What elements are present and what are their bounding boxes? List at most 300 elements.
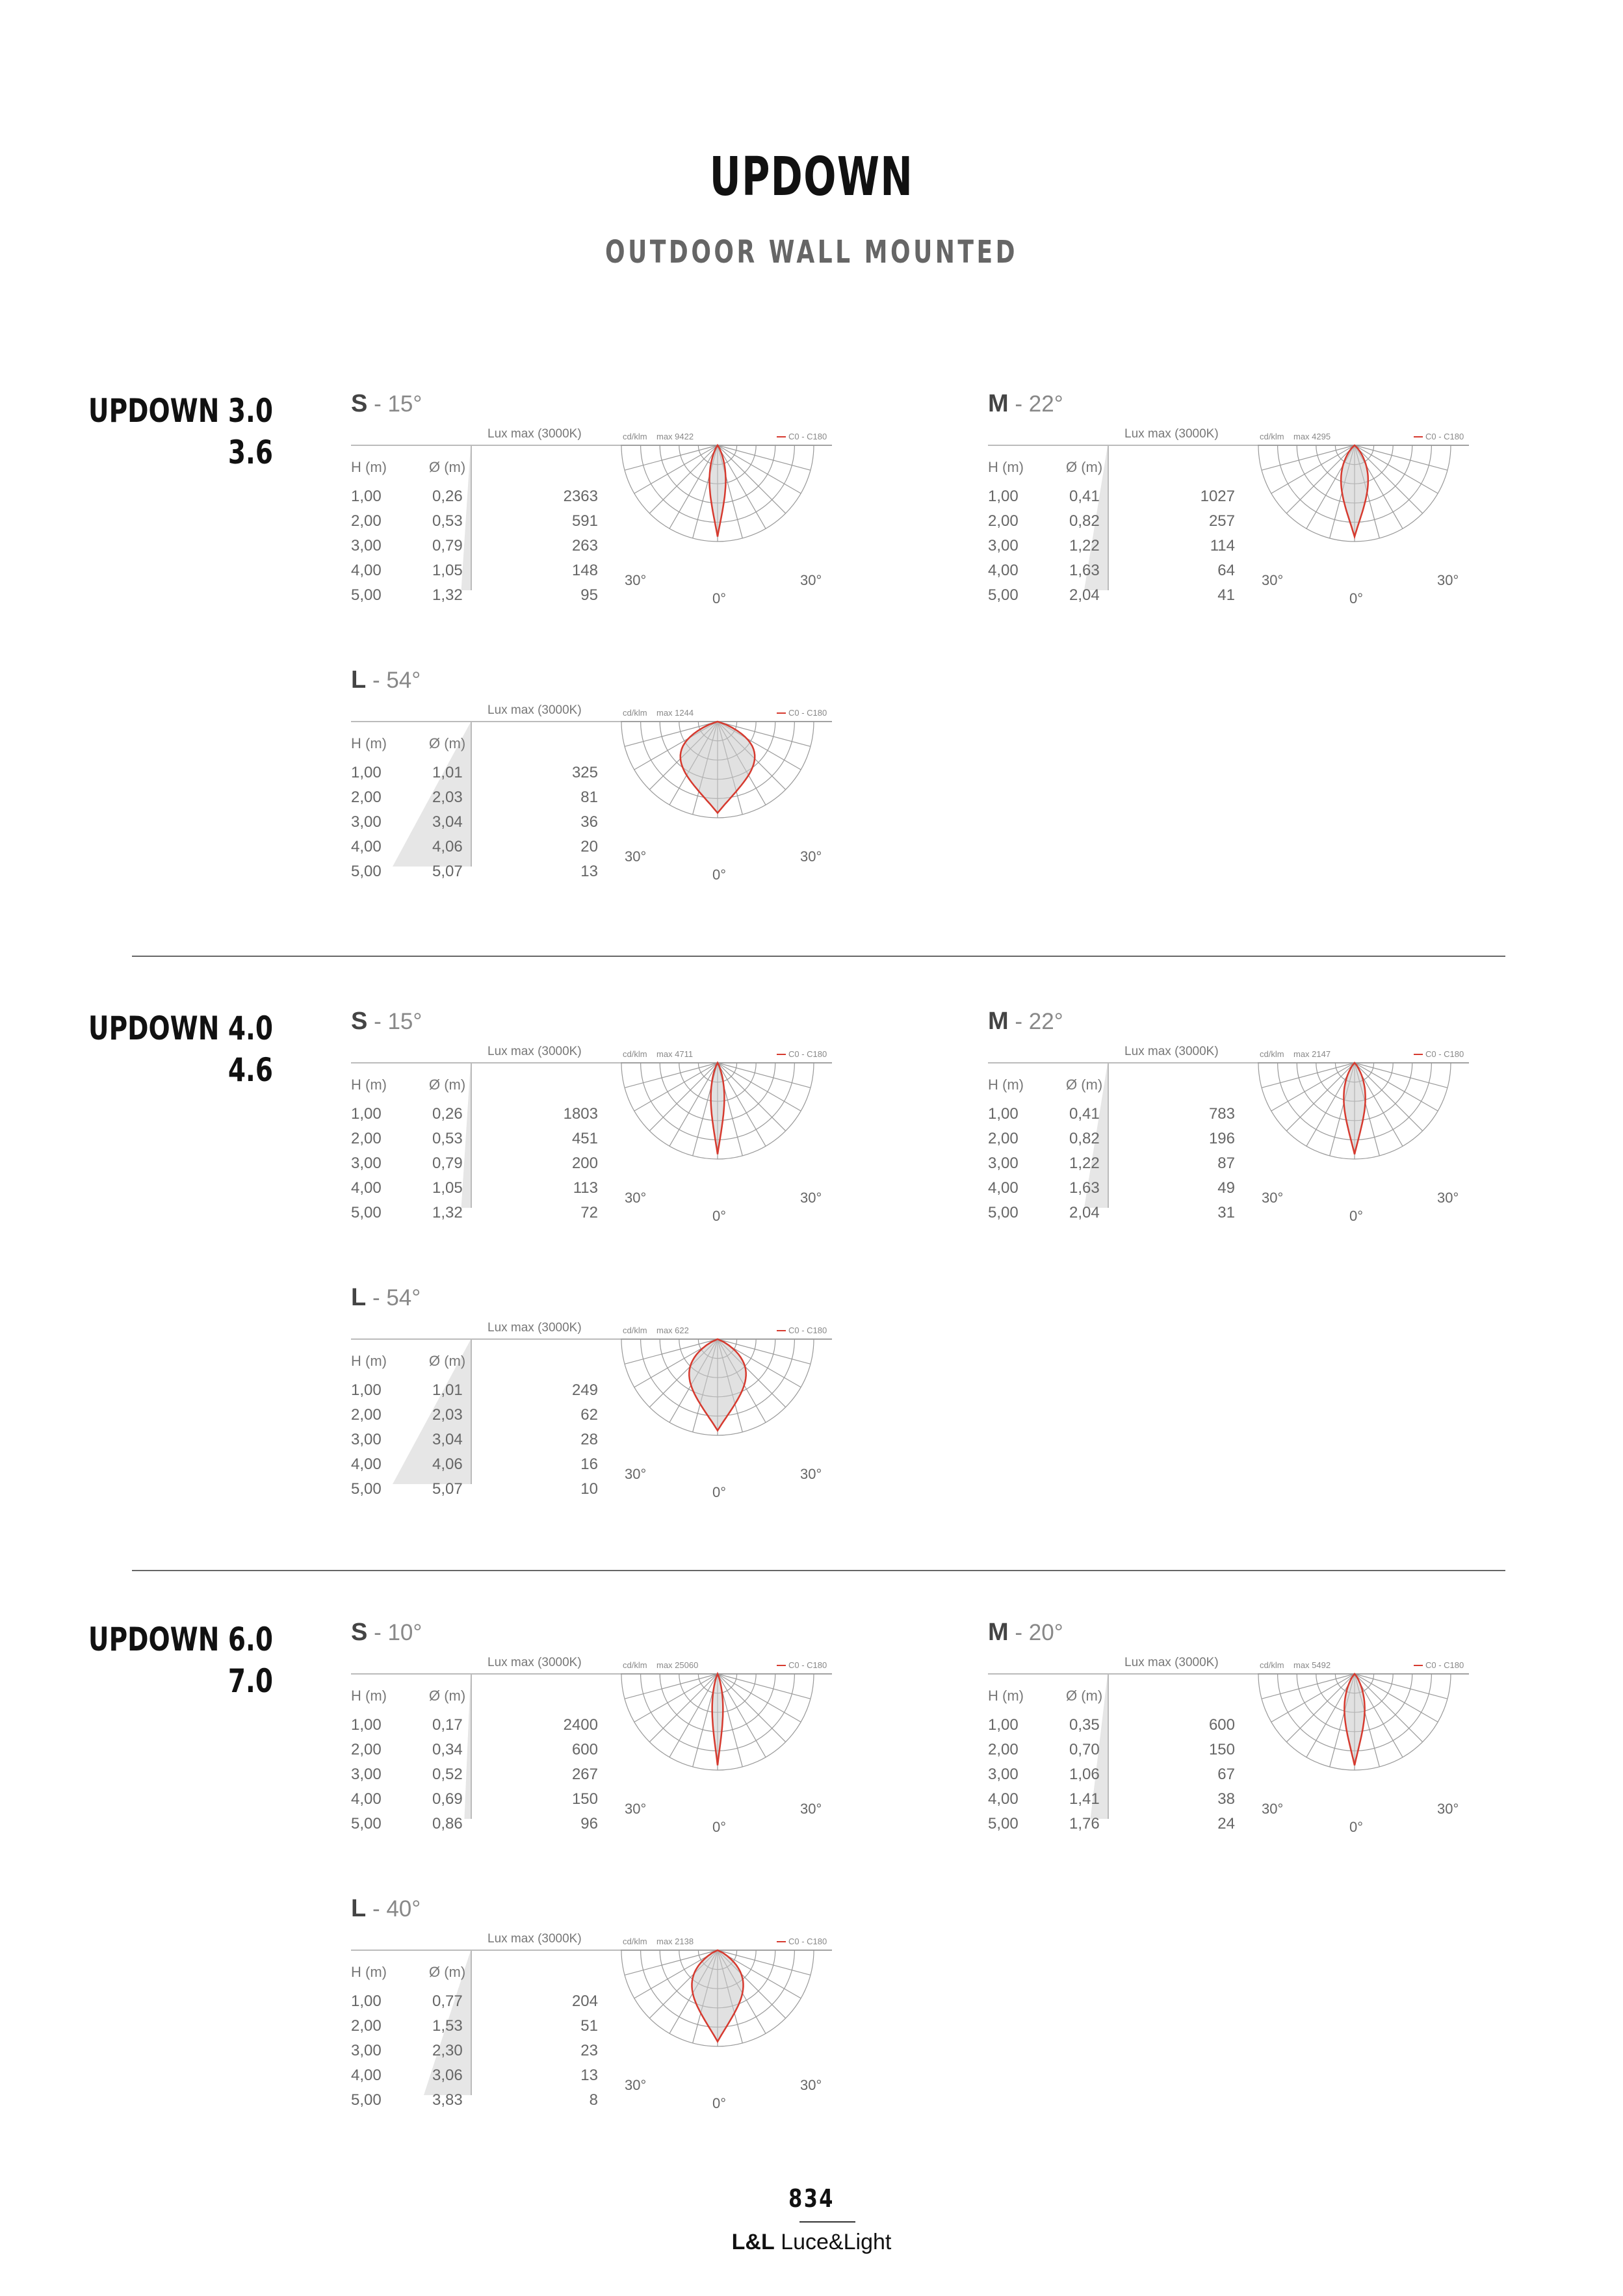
diameter-value: 1,22 [1069,537,1100,554]
polar-max: max 9422 [656,432,694,441]
diameter-value: 3,04 [432,813,463,831]
diameter-value: 0,79 [432,1155,463,1172]
height-value: 5,00 [351,586,382,604]
photometric-curve [712,1674,723,1766]
height-value: 3,00 [351,2042,382,2059]
lux-value: 263 [571,537,598,554]
polar-legend: C0 - C180 [788,1325,827,1335]
lux-header: Lux max (3000K) [1124,1656,1219,1669]
polar-spoke [718,1063,786,1131]
height-value: 2,00 [351,2017,382,2035]
height-header: H (m) [351,1964,387,1980]
lux-value: 36 [580,813,598,831]
lux-value: 23 [580,2042,598,2059]
beam-block [351,1895,832,2116]
height-value: 5,00 [351,1815,382,1833]
footer-divider [799,2221,855,2223]
angle-label-left: 30° [625,572,647,588]
diameter-value: 0,53 [432,512,463,530]
polar-spoke [718,1063,811,1088]
height-value: 4,00 [351,1455,382,1473]
angle-label-right: 30° [800,1466,822,1482]
beam-angle: - 54° [366,668,421,693]
angle-label-left: 30° [625,1801,647,1817]
diameter-value: 0,26 [432,488,463,505]
diameter-value: 1,06 [1069,1766,1100,1783]
height-value: 1,00 [988,1105,1019,1123]
height-value: 2,00 [988,512,1019,530]
lux-value: 41 [1217,586,1235,604]
diameter-header: Ø (m) [1066,1688,1103,1704]
lux-value: 62 [580,1406,598,1424]
lux-value: 200 [571,1155,598,1172]
lux-value: 1027 [1200,488,1235,505]
diameter-header: Ø (m) [429,459,466,475]
beam-code: M [988,390,1009,417]
lux-value: 451 [571,1130,598,1147]
diameter-value: 0,82 [1069,512,1100,530]
diameter-value: 1,63 [1069,1179,1100,1197]
polar-diagram [1258,1658,1469,1833]
table-divider [471,1673,472,1819]
polar-spoke [718,1674,801,1722]
table-divider [471,1950,472,2095]
height-value: 1,00 [351,764,382,781]
height-value: 5,00 [351,863,382,880]
height-value: 5,00 [988,1204,1019,1221]
lux-value: 13 [580,2067,598,2084]
diameter-value: 1,01 [432,1381,463,1399]
diameter-value: 1,63 [1069,562,1100,579]
polar-spoke [625,445,718,470]
angle-label-left: 30° [625,1190,647,1206]
page-number: 834 [788,2184,835,2213]
beam-code: S [351,1008,368,1035]
table-divider [471,1062,472,1208]
lux-value: 10 [580,1480,598,1498]
beam-angle: - 22° [1008,1009,1063,1034]
brand-bold: L&L [731,2230,775,2254]
polar-unit: cd/klm [623,1937,647,1946]
lux-value: 257 [1208,512,1235,530]
polar-spoke [718,1674,811,1699]
polar-spoke [1355,1063,1438,1111]
height-value: 1,00 [351,1992,382,2010]
lux-header: Lux max (3000K) [1124,427,1219,441]
height-header: H (m) [988,459,1024,475]
lux-value: 113 [573,1179,598,1197]
lux-value: 114 [1210,537,1235,554]
lux-value: 24 [1217,1815,1235,1833]
polar-max: max 4711 [656,1049,694,1059]
angle-label-right: 30° [800,1190,822,1206]
photometric-curve [1344,1063,1365,1155]
lux-value: 2363 [563,488,598,505]
lux-value: 31 [1217,1204,1235,1221]
diameter-value: 0,82 [1069,1130,1100,1147]
polar-spoke [649,1063,718,1131]
angle-label-zero: 0° [1349,590,1364,605]
height-value: 2,00 [988,1741,1019,1758]
lux-value: 38 [1217,1790,1235,1808]
height-value: 1,00 [351,488,382,505]
lux-value: 64 [1217,562,1235,579]
angle-label-left: 30° [1262,572,1284,588]
table-divider [471,445,472,590]
angle-label-right: 30° [1437,1801,1459,1817]
beam-angle: - 10° [367,1620,422,1645]
lux-header: Lux max (3000K) [487,1656,582,1669]
polar-unit: cd/klm [623,1325,647,1335]
diameter-value: 2,03 [432,789,463,806]
polar-spoke [649,445,718,514]
table-divider [1108,1062,1109,1208]
angle-label-right: 30° [800,848,822,865]
polar-diagram [621,429,832,605]
model-name: UPDOWN 4.0 [88,1010,273,1047]
height-value: 3,00 [351,537,382,554]
polar-spoke [1271,1674,1355,1722]
height-value: 3,00 [351,1431,382,1448]
beam-block [351,1619,832,1840]
polar-spoke [718,445,811,470]
lux-value: 81 [580,789,598,806]
height-header: H (m) [988,1076,1024,1093]
beam-block [988,1619,1469,1840]
beam-block [988,390,1469,611]
polar-spoke [1355,1674,1448,1699]
polar-max: max 5492 [1293,1660,1331,1670]
diameter-value: 3,06 [432,2067,463,2084]
lux-value: 204 [571,1992,598,2010]
height-value: 4,00 [351,1790,382,1808]
diameter-value: 0,69 [432,1790,463,1808]
height-header: H (m) [351,1076,387,1093]
diameter-value: 0,70 [1069,1741,1100,1758]
lux-value: 72 [580,1204,598,1221]
diameter-value: 1,01 [432,764,463,781]
polar-spoke [1355,1674,1438,1722]
diameter-value: 1,32 [432,586,463,604]
polar-spoke [669,1674,718,1757]
angle-label-left: 30° [625,848,647,865]
polar-spoke [1262,445,1355,470]
height-value: 4,00 [351,838,382,855]
lux-header: Lux max (3000K) [487,1321,582,1335]
height-header: H (m) [988,1688,1024,1704]
diameter-value: 2,04 [1069,586,1100,604]
beam-angle: - 15° [367,1009,422,1034]
diameter-header: Ø (m) [429,1964,466,1980]
model-name-line2: 3.6 [227,434,273,471]
lux-value: 783 [1208,1105,1235,1123]
beam-block [988,1008,1469,1229]
lux-header: Lux max (3000K) [487,1932,582,1946]
lux-value: 150 [571,1790,598,1808]
lux-value: 325 [571,764,598,781]
brand-name: Luce&Light [774,2230,892,2254]
diameter-value: 2,30 [432,2042,463,2059]
diameter-value: 0,79 [432,537,463,554]
photometric-curve [1341,445,1368,537]
lux-value: 20 [580,838,598,855]
height-value: 2,00 [351,1741,382,1758]
section-divider [132,1570,1505,1571]
lux-value: 95 [580,586,598,604]
angle-label-left: 30° [625,1466,647,1482]
beam-label [351,666,421,694]
height-value: 5,00 [988,586,1019,604]
lux-header: Lux max (3000K) [487,427,582,441]
lux-value: 67 [1217,1766,1235,1783]
polar-max: max 1244 [656,708,694,718]
height-value: 4,00 [988,1179,1019,1197]
polar-legend: C0 - C180 [788,1660,827,1670]
height-header: H (m) [351,1353,387,1369]
angle-label-right: 30° [800,2077,822,2093]
polar-spoke [634,445,718,493]
diameter-value: 0,41 [1069,488,1100,505]
diameter-value: 3,83 [432,2091,463,2109]
lux-header: Lux max (3000K) [1124,1045,1219,1058]
polar-spoke [649,1674,718,1742]
diameter-value: 2,03 [432,1406,463,1424]
lux-header: Lux max (3000K) [487,1045,582,1058]
angle-label-zero: 0° [712,867,727,881]
angle-label-zero: 0° [712,1819,727,1833]
angle-label-zero: 0° [1349,1819,1364,1833]
polar-diagram [621,705,832,881]
lux-value: 8 [589,2091,598,2109]
lux-value: 87 [1217,1155,1235,1172]
beam-angle: - 54° [366,1285,421,1311]
polar-diagram [621,1934,832,2109]
beam-block [351,1008,832,1229]
polar-legend: C0 - C180 [1425,432,1464,441]
diameter-header: Ø (m) [429,735,466,751]
model-name-line2: 4.6 [227,1051,273,1089]
height-value: 1,00 [351,1716,382,1734]
polar-legend: C0 - C180 [788,1937,827,1946]
lux-value: 2400 [563,1716,598,1734]
beam-angle: - 40° [366,1896,421,1922]
lux-value: 591 [571,512,598,530]
height-value: 3,00 [988,537,1019,554]
polar-max: max 2138 [656,1937,694,1946]
diameter-header: Ø (m) [429,1076,466,1093]
photometric-curve [689,1339,746,1431]
diameter-value: 3,04 [432,1431,463,1448]
angle-label-zero: 0° [712,590,727,605]
polar-legend: C0 - C180 [788,708,827,718]
photometric-curve [711,1063,725,1155]
beam-code: M [988,1008,1009,1035]
height-value: 2,00 [988,1130,1019,1147]
beam-angle: - 22° [1008,391,1063,417]
beam-code: S [351,1619,368,1646]
height-value: 1,00 [351,1381,382,1399]
beam-code: M [988,1619,1009,1646]
height-value: 3,00 [351,1155,382,1172]
diameter-value: 1,05 [432,1179,463,1197]
height-value: 3,00 [988,1155,1019,1172]
lux-value: 600 [1208,1716,1235,1734]
beam-label [988,1008,1063,1036]
height-header: H (m) [351,735,387,751]
lux-value: 13 [580,863,598,880]
page-subtitle: OUTDOOR WALL MOUNTED [605,234,1018,270]
beam-label [351,390,422,418]
diameter-header: Ø (m) [429,1688,466,1704]
angle-label-zero: 0° [712,2095,727,2109]
beam-code: L [351,666,367,694]
lux-value: 267 [571,1766,598,1783]
beam-code: L [351,1284,367,1311]
lux-value: 150 [1208,1741,1235,1758]
height-value: 1,00 [988,488,1019,505]
height-value: 4,00 [988,1790,1019,1808]
polar-diagram [621,1658,832,1833]
height-header: H (m) [351,459,387,475]
angle-label-right: 30° [1437,572,1459,588]
diameter-value: 0,26 [432,1105,463,1123]
polar-max: max 4295 [1293,432,1331,441]
polar-spoke [1262,1063,1355,1088]
diameter-value: 5,07 [432,863,463,880]
diameter-value: 5,07 [432,1480,463,1498]
beam-code: S [351,390,368,417]
diameter-value: 2,04 [1069,1204,1100,1221]
diameter-value: 4,06 [432,1455,463,1473]
photometric-curve [692,1950,744,2042]
height-value: 4,00 [988,562,1019,579]
polar-unit: cd/klm [623,708,647,718]
photometric-curve [1344,1674,1364,1766]
diameter-value: 1,41 [1069,1790,1100,1808]
height-value: 5,00 [351,1480,382,1498]
height-value: 1,00 [988,1716,1019,1734]
beam-label [351,1619,422,1647]
footer-brand [0,2230,1623,2255]
height-value: 3,00 [988,1766,1019,1783]
polar-max: max 25060 [656,1660,699,1670]
diameter-value: 0,34 [432,1741,463,1758]
photometric-curve [681,722,755,813]
polar-spoke [625,1674,718,1699]
lux-value: 1803 [563,1105,598,1123]
page-title: UPDOWN [709,146,914,208]
lux-value: 249 [571,1381,598,1399]
polar-spoke [718,1674,786,1742]
diameter-value: 0,53 [432,1130,463,1147]
beam-label [988,390,1063,418]
polar-unit: cd/klm [623,1049,647,1059]
beam-label [351,1895,421,1923]
polar-spoke [625,1063,718,1088]
beam-code: L [351,1895,367,1922]
height-value: 5,00 [988,1815,1019,1833]
beam-label [988,1619,1063,1647]
polar-unit: cd/klm [1260,432,1284,441]
height-value: 2,00 [351,1406,382,1424]
diameter-value: 0,17 [432,1716,463,1734]
polar-spoke [1271,1063,1355,1111]
diameter-value: 4,06 [432,838,463,855]
polar-legend: C0 - C180 [1425,1660,1464,1670]
lux-header: Lux max (3000K) [487,703,582,717]
diameter-value: 1,53 [432,2017,463,2035]
table-divider [1108,1673,1109,1819]
diameter-value: 0,86 [432,1815,463,1833]
polar-diagram [1258,429,1469,605]
height-value: 4,00 [351,1179,382,1197]
angle-label-zero: 0° [712,1484,727,1498]
polar-legend: C0 - C180 [788,1049,827,1059]
angle-label-left: 30° [625,2077,647,2093]
angle-label-left: 30° [1262,1801,1284,1817]
lux-value: 16 [580,1455,598,1473]
model-name: UPDOWN 6.0 [88,1621,273,1658]
beam-block [351,1284,832,1505]
polar-diagram [621,1047,832,1222]
height-value: 2,00 [351,789,382,806]
polar-spoke [718,445,801,493]
lux-value: 96 [580,1815,598,1833]
model-name-line2: 7.0 [227,1662,273,1700]
lux-value: 148 [571,562,598,579]
polar-spoke [718,1674,766,1757]
height-value: 3,00 [351,813,382,831]
lux-value: 49 [1217,1179,1235,1197]
diameter-value: 1,32 [432,1204,463,1221]
lux-value: 196 [1208,1130,1235,1147]
diameter-value: 0,52 [432,1766,463,1783]
polar-spoke [1262,1674,1355,1699]
photometric-curve [710,445,726,537]
polar-unit: cd/klm [1260,1049,1284,1059]
lux-value: 28 [580,1431,598,1448]
height-value: 4,00 [351,562,382,579]
table-divider [471,721,472,867]
angle-label-right: 30° [800,1801,822,1817]
table-divider [471,1338,472,1484]
beam-angle: - 20° [1008,1620,1063,1645]
angle-label-right: 30° [800,572,822,588]
polar-max: max 2147 [1293,1049,1331,1059]
model-name: UPDOWN 3.0 [88,392,273,430]
height-value: 5,00 [351,1204,382,1221]
height-value: 4,00 [351,2067,382,2084]
diameter-value: 1,22 [1069,1155,1100,1172]
beam-block [351,666,832,887]
height-value: 5,00 [351,2091,382,2109]
lux-value: 51 [580,2017,598,2035]
polar-max: max 622 [656,1325,689,1335]
polar-diagram [621,1323,832,1498]
polar-legend: C0 - C180 [1425,1049,1464,1059]
polar-spoke [1355,1063,1448,1088]
height-value: 2,00 [351,1130,382,1147]
polar-unit: cd/klm [623,1660,647,1670]
beam-block [351,390,832,611]
lux-value: 600 [571,1741,598,1758]
polar-diagram [1258,1047,1469,1222]
diameter-value: 0,35 [1069,1716,1100,1734]
polar-spoke [634,1063,718,1111]
polar-spoke [634,1674,718,1722]
angle-label-left: 30° [1262,1190,1284,1206]
polar-legend: C0 - C180 [788,432,827,441]
